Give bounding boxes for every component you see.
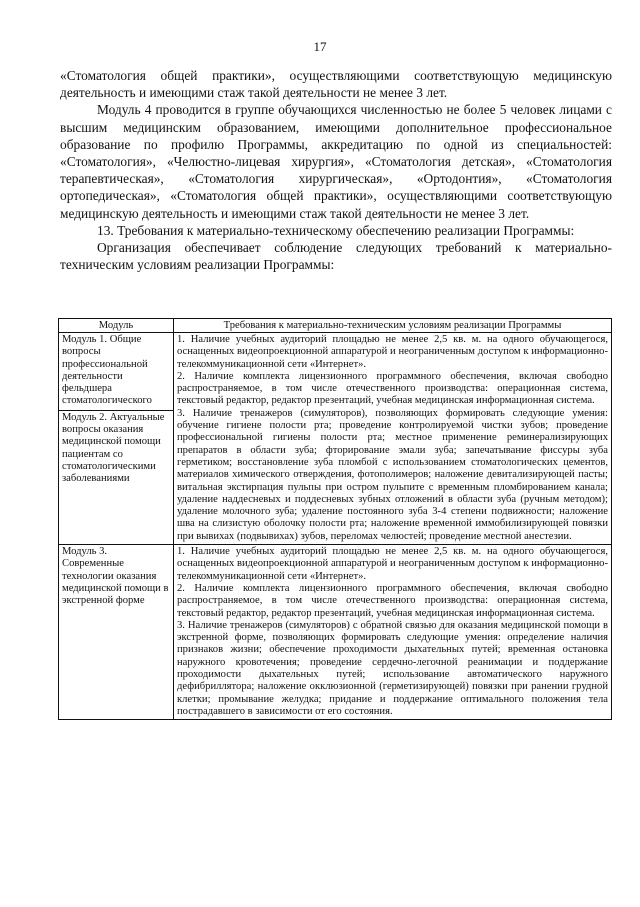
paragraph: Организация обеспечивает соблюдение следующих требований к материально-техническим условиям реализации Программы: <box>60 240 612 273</box>
body-text <box>60 67 612 273</box>
module-name: Модуль 1. Общие вопросы профессиональной деятельности фельдшера стоматологического <box>62 334 152 407</box>
page-number: 17 <box>313 39 327 54</box>
requirement-item: 1. Наличие учебных аудиторий площадью не менее 2,5 кв. м. на одного обучающегося, оснащенных видеопроекционной аппаратурой и неограниченным доступом к информационно-телекоммуникационной сети «Интернет». <box>177 546 608 582</box>
requirement-item: 1. Наличие учебных аудиторий площадью не менее 2,5 кв. м. на одного обучающегося, оснащенных видеопроекционной аппаратурой и неограниченным доступом к информационно-телекоммуникационной сети «Интернет». <box>177 334 608 370</box>
requirement-item: 3. Наличие тренажеров (симуляторов) с обратной связью для оказания медицинской помощи в экстренной форме, позволяющих формировать следующие умения: определение наличия признаков жизни; обеспечение проходимости дыхательных путей; временная остановка наружного кровотечения; проведение сердечно-легочной реанимации и поддержание проходимости дыхательных путей; использование автоматического наружного дефибриллятора; наложение окклюзионной (герметизирующей) повязки при ранении грудной клетки; промывание желудка; придание и поддержание оптимального положения тела пострадавшего в зависимости от его состояния. <box>177 619 608 717</box>
table-header-row <box>59 319 612 333</box>
requirements-table <box>58 318 612 720</box>
paragraph: Модуль 4 проводится в группе обучающихся численностью не более 5 человек лицами с высшим медицинским образованием, имеющими дополнительное профессиональное образование по профилю Программы, аккредитацию по одной из специальностей: «Стоматология», «Челюстно-лицевая хирургия», «Стоматология детская», «Стоматология терапевтическая», «Стоматология хирургическая», «Ортодонтия», «Стоматология ортопедическая», «Стоматология общей практики», осуществляющими соответствующую медицинскую деятельность и имеющими стаж такой деятельности не менее 3 лет. <box>60 102 612 221</box>
paragraph: «Стоматология общей практики», осуществляющими соответствующую медицинскую деятельность и имеющими стаж такой деятельности не менее 3 лет. <box>60 68 612 101</box>
table-row <box>59 545 612 720</box>
module-name: Модуль 2. Актуальные вопросы оказания медицинской помощи пациентам со стоматологическими заболеваниями <box>59 410 173 486</box>
requirement-item: 2. Наличие комплекта лицензионного программного обеспечения, включая свободно распространяемое, в том числе отечественного производства: операционная система, текстовый редактор, редактор презентаций, учебная медицинская информационная система. <box>177 370 608 407</box>
module-name: Модуль 3. Современные технологии оказания медицинской помощи в экстренной форме <box>62 546 169 607</box>
column-header-module: Модуль <box>59 319 174 333</box>
column-header-requirements: Требования к материально-техническим условиям реализации Программы <box>174 319 612 333</box>
requirement-item: 3. Наличие тренажеров (симуляторов), позволяющих формировать следующие умения: обучение гигиене полости рта; проведение контролируемой чистки зубов; проведение профессиональной гигиены полости рта; местное применение реминерализирующих препаратов в области зуба; фторирование эмали зуба; запечатывание фиссуры зуба герметиком; восстановление зуба пломбой с использованием стоматологических цементов, материалов химического отверждения, фотополимеров; наложение девитализирующей пасты; витальная экстирпация пульпы при остром пульпите с временным пломбированием канала; удаление наддесневых и поддесневых зубных отложений в области зуба (ручным методом); удаление молочного зуба; удаление постоянного зуба 3-4 степени подвижности; наложение шва на слизистую оболочку полости рта; наложение временной иммобилизирующей повязки при вывихах (подвывихах) зубов, переломах челюстей; проведение местной анестезии. <box>177 407 608 542</box>
section-heading: 13. Требования к материально-техническому обеспечению реализации Программы: <box>97 222 575 238</box>
table-row <box>59 333 612 545</box>
requirements-cell <box>174 333 612 545</box>
requirements-cell <box>174 545 612 720</box>
module-cell <box>59 545 174 720</box>
requirement-item: 2. Наличие комплекта лицензионного программного обеспечения, включая свободно распространяемое, в том числе отечественного производства: операционная система, текстовый редактор, редактор презентаций, учебная медицинская информационная система. <box>177 582 608 619</box>
module-cell <box>59 333 174 545</box>
